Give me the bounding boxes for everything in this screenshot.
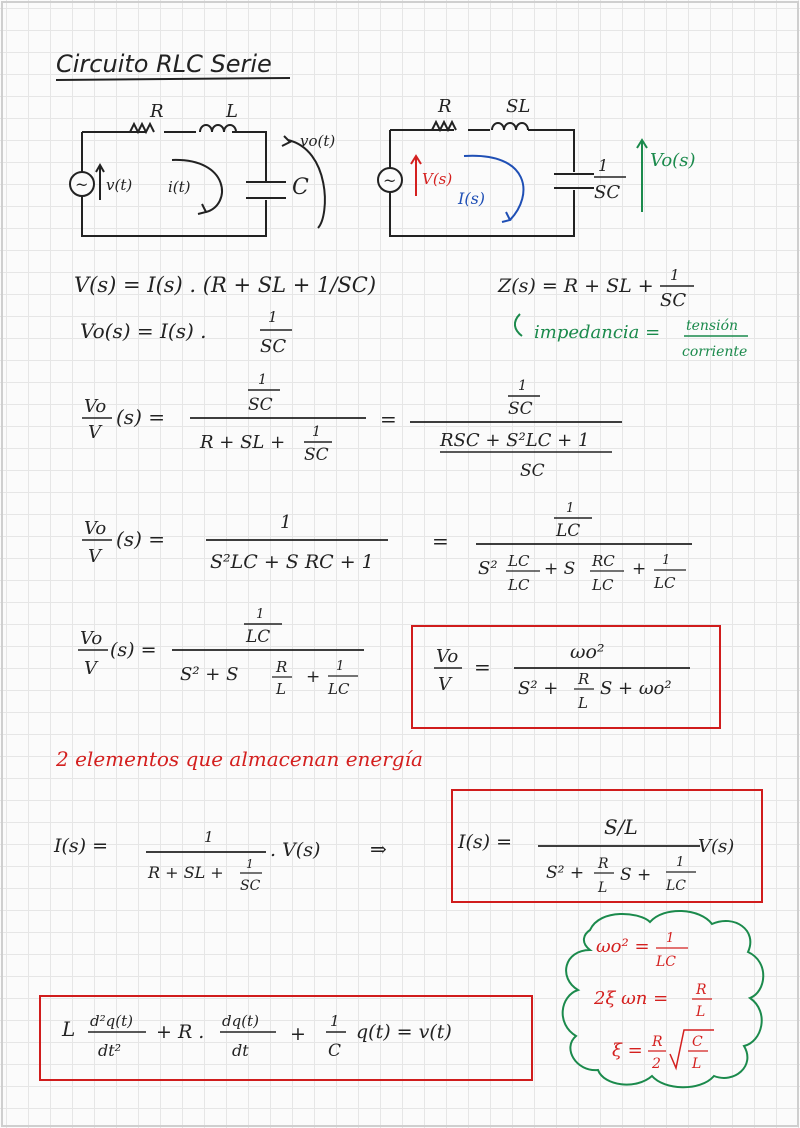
tf1-f1-num-den: SC — [248, 395, 273, 415]
cloud-l3-den: 2 — [652, 1056, 661, 1072]
tf2-f2-num-den: LC — [556, 521, 581, 541]
circuit-s-domain — [378, 122, 594, 236]
cloud-l3: ξ = — [612, 1040, 643, 1061]
current-den-num: 1 — [246, 857, 254, 871]
tf2-f2-den-a-den: LC — [508, 576, 530, 594]
box1-den-c: S + ωo² — [600, 678, 672, 699]
box1-lhs-den: V — [438, 674, 451, 695]
cloud-l3-num: R — [652, 1034, 663, 1050]
tf3-den-b-den: L — [276, 680, 286, 698]
box2-lhs: I(s) = — [458, 831, 513, 853]
box2-den-a: S² + — [546, 863, 585, 883]
eq-impedance-lhs: Z(s) = R + SL + — [498, 275, 654, 297]
tf2-f2-den-c: + — [632, 559, 647, 579]
tf3-lhs-num: Vo — [80, 628, 103, 649]
tf2-eq: = — [432, 529, 449, 553]
tf3-den-c-den: LC — [328, 680, 350, 698]
tf2-f1-num: 1 — [280, 512, 292, 533]
label-i-time: i(t) — [168, 178, 191, 196]
resistor-symbol-s — [432, 122, 456, 130]
eq-v-of-s: V(s) = I(s) . (R + SL + 1/SC) — [74, 273, 377, 297]
label-v-time: v(t) — [106, 176, 133, 194]
eq-impedance-den: SC — [660, 290, 687, 311]
cloud-root-num: C — [692, 1034, 703, 1050]
box1-den-b-num: R — [578, 670, 590, 688]
tf2-f2-den-b: + S — [544, 559, 576, 579]
eq-vo-lhs: Vo(s) = I(s) . — [80, 319, 207, 343]
tf1-lhs-num: Vo — [84, 396, 107, 417]
label-l-time: L — [226, 101, 238, 122]
current-num: 1 — [204, 828, 214, 846]
tf1-f1-den: R + SL + — [200, 432, 286, 453]
circuit-s-wire — [390, 130, 574, 236]
eq-vo-den: SC — [260, 336, 287, 357]
ode-b-den: dt — [232, 1041, 249, 1060]
tf1-eq: = — [380, 407, 397, 431]
eq-vo-num: 1 — [268, 308, 278, 326]
box1-den-b-den: L — [578, 694, 588, 712]
tf3-num-num: 1 — [256, 607, 265, 622]
vo-arrow-s — [637, 140, 647, 212]
tf3-den-b-num: R — [276, 658, 288, 676]
box1-lhs-num: Vo — [436, 646, 459, 667]
source-glyph-s: ~ — [383, 171, 397, 190]
tf2-f2-den-b-num: RC — [592, 552, 615, 570]
energy-note: 2 elementos que almacenan energía — [56, 747, 423, 771]
tf2-f1-den: S²LC + S RC + 1 — [210, 551, 374, 573]
tf2-f2-den-a: S² — [478, 558, 498, 579]
tf2-lhs-s: (s) = — [116, 527, 165, 551]
box2-num: S/L — [604, 815, 638, 839]
tf3-lhs-den: V — [84, 658, 97, 679]
cloud-l2-den: L — [696, 1004, 706, 1020]
box2-tail: V(s) — [698, 836, 735, 857]
tf3-num-den: LC — [246, 627, 271, 647]
current-den: R + SL + — [148, 863, 224, 882]
tf2-f2-den-a-num: LC — [508, 552, 530, 570]
tf3-den-c: + — [306, 667, 321, 687]
tf2-f2-num-num: 1 — [566, 501, 575, 516]
tf2-lhs-den: V — [88, 546, 101, 567]
implies-arrow: ⇒ — [370, 837, 387, 861]
tf1-lhs-s: (s) = — [116, 405, 165, 429]
tf3-den-a: S² + S — [180, 664, 239, 685]
label-sl-s: SL — [506, 96, 531, 117]
ode-b: + R . — [156, 1021, 205, 1043]
ode-a-den: dt² — [98, 1041, 122, 1060]
eq-impedance-num: 1 — [670, 266, 680, 284]
ode-c-num: 1 — [330, 1012, 340, 1030]
cloud-l2: 2ξ ωn = — [594, 988, 669, 1009]
cap-num-s: 1 — [598, 156, 609, 175]
label-vo-time: vo(t) — [300, 132, 336, 150]
label-vo-s: Vo(s) — [650, 150, 696, 171]
tf1-f1-den-den: SC — [304, 445, 329, 465]
inductor-symbol — [200, 125, 236, 132]
ode-a-num: d²q(t) — [90, 1012, 133, 1030]
cloud-l1-den: LC — [656, 954, 677, 970]
label-i-s: I(s) — [458, 189, 486, 208]
box1-num: ωo² — [570, 641, 605, 663]
box2-den-c-den: LC — [666, 878, 687, 894]
ode-b-num: dq(t) — [222, 1012, 259, 1030]
tf1-f2-den-den: SC — [520, 461, 545, 481]
tf1-lhs-den: V — [88, 422, 101, 443]
cap-den-s: SC — [594, 182, 621, 203]
tf3-den-c-num: 1 — [336, 659, 345, 674]
cloud-l1: ωo² = — [596, 936, 650, 957]
tf3-lhs-s: (s) = — [110, 639, 157, 661]
ode-c-den: C — [328, 1041, 342, 1061]
current-den-den: SC — [240, 878, 261, 894]
title-underline — [56, 78, 290, 80]
capacitor-symbol-s — [554, 174, 594, 188]
impedance-hook — [515, 314, 522, 336]
label-v-s: V(s) — [422, 170, 453, 188]
cloud-root-den: L — [692, 1056, 702, 1072]
voltage-arrow-s — [411, 156, 421, 196]
box2-den-c: S + — [620, 865, 652, 885]
tf1-f2-num-num: 1 — [518, 378, 527, 394]
cloud-l1-num: 1 — [666, 931, 675, 946]
tf1-f1-num-num: 1 — [258, 372, 267, 388]
impedance-note-den: corriente — [682, 344, 748, 360]
current-tail: . V(s) — [270, 839, 321, 861]
ode-a: L — [62, 1017, 76, 1041]
voltage-arrow — [96, 165, 104, 200]
box2-den-b-den: L — [598, 880, 608, 896]
ode-d: q(t) = v(t) — [356, 1021, 452, 1043]
impedance-note-num: tensión — [686, 318, 739, 334]
resistor-symbol — [130, 124, 154, 132]
box2-den-b-num: R — [598, 856, 609, 872]
box2-den-c-num: 1 — [676, 855, 685, 870]
tf1-f2-den-num: RSC + S²LC + 1 — [440, 430, 590, 451]
tf1-f1-den-num: 1 — [312, 424, 321, 440]
result-box-1 — [412, 626, 720, 728]
inductor-symbol-s — [492, 123, 528, 130]
ode-c: + — [290, 1023, 306, 1045]
tf2-f2-den-b-den: LC — [592, 576, 614, 594]
source-glyph-time: ~ — [75, 175, 89, 194]
label-c-time: C — [292, 175, 309, 200]
box1-eq: = — [474, 655, 491, 679]
label-r-time: R — [150, 101, 164, 122]
label-r-s: R — [438, 96, 452, 117]
tf2-f2-den-c-den: LC — [654, 574, 676, 592]
cloud-l2-num: R — [696, 982, 707, 998]
box1-den-a: S² + — [518, 678, 559, 699]
tf2-f2-den-c-num: 1 — [662, 553, 671, 568]
ode-box — [40, 996, 532, 1080]
current-lhs: I(s) = — [54, 835, 109, 857]
impedance-note: impedancia = — [534, 322, 661, 343]
tf2-lhs-num: Vo — [84, 518, 107, 539]
capacitor-symbol — [246, 182, 286, 198]
page-title: Circuito RLC Serie — [56, 50, 272, 78]
tf1-f2-num-den: SC — [508, 399, 533, 419]
